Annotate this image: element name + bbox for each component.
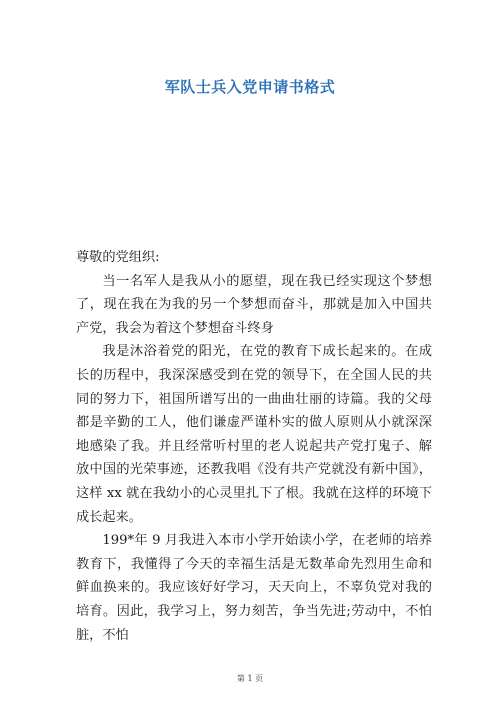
paragraph-2: 我是沐浴着党的阳光，在党的教育下成长起来的。在成长的历程中，我深深感受到在党的领导下，在全国人民的共同的努力下，祖国所谱写出的一曲曲壮丽的诗篇。我的父母都是辛勤的工人，他们谦虚严谨朴实的做人原则从小就深深地感染了我。并且经常听村里的老人说起共产党打鬼子、解放中国的光荣事迹，还教我唱《没有共产党就没有新中国》，这样 xx 就在我幼小的心灵里扎下了根。我就在这样的环境下成长起来。 bbox=[76, 344, 432, 525]
document-body bbox=[76, 246, 432, 647]
document-title: 军队士兵入党申请书格式 bbox=[164, 78, 336, 96]
page-number: 第 1 页 bbox=[236, 674, 264, 683]
salutation: 尊敬的党组织: bbox=[76, 250, 160, 265]
paragraph-3: 199*年 9 月我进入本市小学开始读小学，在老师的培养教育下，我懂得了今天的幸福生活是无数革命先烈用生命和鲜血换来的。我应该好好学习，天天向上，不辜负党对我的培育。因此，我学习上，努力刻苦，争当先进;劳动中，不怕脏，不怕 bbox=[76, 533, 432, 643]
paragraph-1: 当一名军人是我从小的愿望，现在我已经实现这个梦想了，现在我在为我的另一个梦想而奋斗，那就是加入中国共产党，我会为着这个梦想奋斗终身 bbox=[76, 273, 432, 336]
